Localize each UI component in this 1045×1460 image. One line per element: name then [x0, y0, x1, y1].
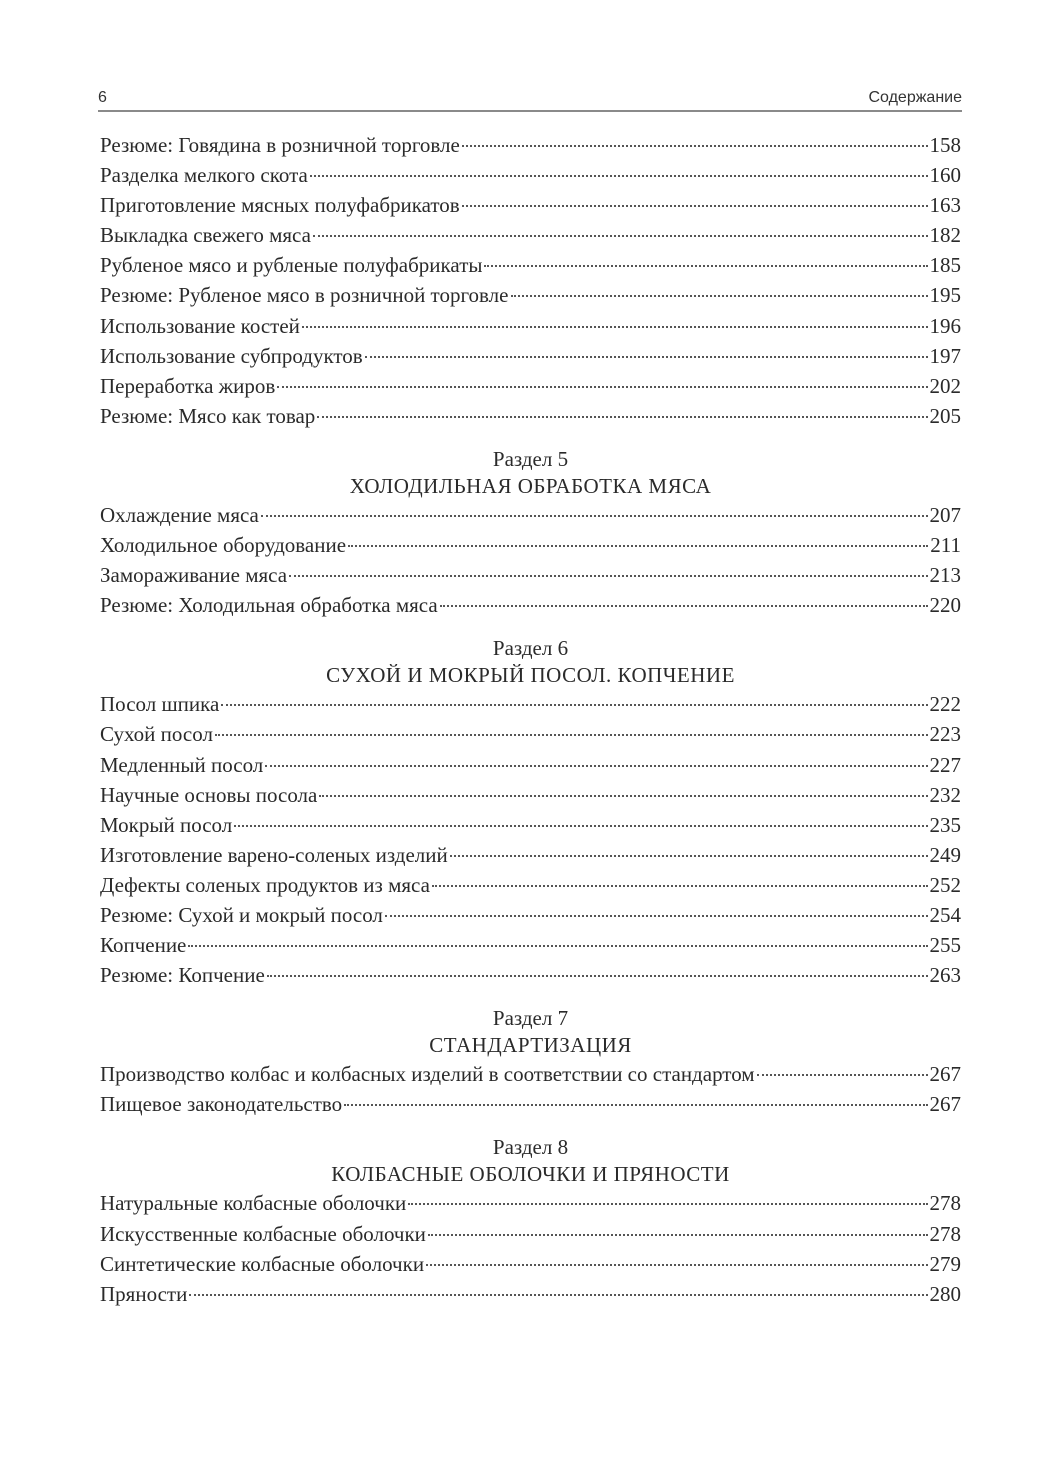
toc-entry[interactable] [100, 900, 961, 930]
dot-leader [450, 855, 928, 857]
toc-entry[interactable] [100, 1059, 961, 1089]
page-number: 6 [98, 89, 107, 106]
entry-title: Мокрый посол [100, 812, 233, 837]
toc-entry[interactable] [100, 130, 961, 160]
entry-page: 205 [929, 403, 961, 428]
toc-section [100, 635, 961, 990]
section-title: СУХОЙ И МОКРЫЙ ПОСОЛ. КОПЧЕНИЕ [326, 663, 735, 688]
entry-page: 254 [929, 902, 961, 927]
entry-page: 252 [929, 872, 961, 897]
dot-leader [365, 356, 928, 358]
entry-page: 223 [929, 722, 961, 747]
entry-title: Искусственные колбасные оболочки [100, 1221, 426, 1246]
entry-title: Медленный посол [100, 752, 264, 777]
dot-leader [310, 175, 928, 177]
toc-section [100, 1134, 961, 1308]
toc-entry[interactable] [100, 250, 961, 280]
entry-page: 211 [930, 533, 961, 558]
dot-leader [215, 734, 928, 736]
toc-entry[interactable] [100, 590, 961, 620]
dot-leader [313, 235, 928, 237]
entry-page: 278 [929, 1221, 961, 1246]
entry-page: 158 [929, 133, 961, 157]
toc-entry[interactable] [100, 689, 961, 719]
entry-page: 235 [929, 812, 961, 837]
entry-title: Натуральные колбасные оболочки [100, 1191, 407, 1216]
entry-title: Резюме: Копчение [100, 963, 265, 988]
entry-page: 220 [929, 593, 961, 618]
entry-title: Копчение [100, 933, 187, 958]
running-title: Содержание [868, 89, 962, 106]
entry-page: 222 [929, 692, 961, 717]
entry-page: 263 [929, 963, 961, 988]
section-heading [100, 1134, 961, 1188]
entry-page: 182 [929, 223, 961, 248]
dot-leader [462, 205, 928, 207]
toc-entry[interactable] [100, 1249, 961, 1279]
entry-title: Дефекты соленых продуктов из мяса [100, 872, 430, 897]
entry-page: 267 [929, 1092, 961, 1117]
toc-entry[interactable] [100, 1279, 961, 1309]
toc-entry[interactable] [100, 280, 961, 310]
toc-entry[interactable] [100, 530, 961, 560]
dot-leader [344, 1104, 927, 1106]
entry-page: 196 [929, 313, 961, 338]
entry-page: 249 [929, 842, 961, 867]
dot-leader [221, 704, 927, 706]
entry-page: 195 [929, 283, 961, 308]
entry-title: Резюме: Мясо как товар [100, 403, 316, 428]
entry-title: Резюме: Говядина в розничной торговле [100, 133, 460, 157]
dot-leader [302, 326, 928, 328]
section-heading [100, 1005, 961, 1059]
dot-leader [265, 765, 927, 767]
entry-title: Производство колбас и колбасных изделий в соответствии со стандартом [100, 1062, 755, 1087]
entry-page: 227 [929, 752, 961, 777]
dot-leader [289, 575, 927, 577]
entry-title: Резюме: Сухой и мокрый посол [100, 902, 383, 927]
section-title: КОЛБАСНЫЕ ОБОЛОЧКИ И ПРЯНОСТИ [331, 1162, 730, 1187]
entry-title: Использование субпродуктов [100, 343, 363, 368]
entry-title: Охлаждение мяса [100, 502, 259, 527]
dot-leader [234, 825, 927, 827]
toc-entry[interactable] [100, 401, 961, 431]
dot-leader [432, 885, 928, 887]
dot-leader [462, 145, 928, 147]
toc-entry[interactable] [100, 500, 961, 530]
section-title: ХОЛОДИЛЬНАЯ ОБРАБОТКА МЯСА [349, 473, 712, 498]
entry-page: 207 [929, 502, 961, 527]
toc-entry[interactable] [100, 930, 961, 960]
entry-title: Резюме: Рубленое мясо в розничной торговле [100, 283, 509, 308]
section-label: Раздел 6 [492, 636, 569, 661]
dot-leader [188, 945, 927, 947]
entry-title: Холодильное оборудование [100, 533, 347, 558]
toc-entry[interactable] [100, 341, 961, 371]
dot-leader [319, 795, 927, 797]
dot-leader [277, 386, 927, 388]
toc-entry[interactable] [100, 371, 961, 401]
entry-title: Резюме: Холодильная обработка мяса [100, 593, 438, 618]
toc-entry[interactable] [100, 870, 961, 900]
toc-entry[interactable] [100, 560, 961, 590]
section-label: Раздел 8 [492, 1135, 569, 1160]
section-heading [100, 446, 961, 500]
toc-entry[interactable] [100, 1219, 961, 1249]
toc-entry[interactable] [100, 960, 961, 990]
entry-page: 163 [929, 193, 961, 218]
dot-leader [267, 975, 928, 977]
page-header [98, 86, 962, 112]
dot-leader [348, 545, 928, 547]
table-of-contents [100, 130, 961, 1309]
entry-title: Приготовление мясных полуфабрикатов [100, 193, 460, 218]
entry-page: 280 [929, 1281, 961, 1306]
entry-title: Разделка мелкого скота [100, 163, 308, 188]
entry-title: Синтетические колбасные оболочки [100, 1251, 425, 1276]
entry-page: 197 [929, 343, 961, 368]
entry-title: Рубленое мясо и рубленые полуфабрикаты [100, 253, 483, 278]
dot-leader [440, 605, 928, 607]
toc-section [100, 130, 961, 431]
toc-section [100, 446, 961, 620]
toc-entry[interactable] [100, 220, 961, 250]
entry-page: 278 [929, 1191, 961, 1216]
dot-leader [317, 416, 927, 418]
section-label: Раздел 5 [492, 446, 569, 471]
toc-entry[interactable] [100, 840, 961, 870]
toc-entry[interactable] [100, 190, 961, 220]
dot-leader [757, 1074, 928, 1076]
entry-page: 185 [929, 253, 961, 278]
entry-title: Научные основы посола [100, 782, 318, 807]
toc-entry[interactable] [100, 719, 961, 749]
section-heading [100, 635, 961, 689]
entry-page: 267 [929, 1062, 961, 1087]
entry-page: 232 [929, 782, 961, 807]
entry-title: Пищевое законодательство [100, 1092, 343, 1117]
toc-entry[interactable] [100, 780, 961, 810]
dot-leader [189, 1294, 927, 1296]
section-label: Раздел 7 [492, 1006, 569, 1031]
toc-entry[interactable] [100, 1188, 961, 1218]
entry-title: Сухой посол [100, 722, 213, 747]
dot-leader [408, 1203, 927, 1205]
entry-title: Замораживание мяса [100, 563, 288, 588]
dot-leader [428, 1234, 928, 1236]
entry-title: Посол шпика [100, 692, 220, 717]
entry-title: Изготовление варено-соленых изделий [100, 842, 448, 867]
dot-leader [385, 915, 928, 917]
dot-leader [426, 1264, 927, 1266]
toc-entry[interactable] [100, 810, 961, 840]
toc-section [100, 1005, 961, 1119]
dot-leader [261, 515, 928, 517]
entry-title: Пряности [100, 1281, 188, 1306]
entry-page: 279 [929, 1251, 961, 1276]
entry-title: Переработка жиров [100, 373, 276, 398]
entry-page: 202 [929, 373, 961, 398]
toc-entry[interactable] [100, 750, 961, 780]
section-title: СТАНДАРТИЗАЦИЯ [429, 1033, 632, 1058]
entry-page: 160 [929, 163, 961, 188]
dot-leader [484, 265, 927, 267]
toc-entry[interactable] [100, 311, 961, 341]
entry-title: Использование костей [100, 313, 300, 338]
dot-leader [511, 295, 928, 297]
toc-entry[interactable] [100, 1089, 961, 1119]
entry-page: 213 [929, 563, 961, 588]
entry-page: 255 [929, 933, 961, 958]
entry-title: Выкладка свежего мяса [100, 223, 311, 248]
toc-entry[interactable] [100, 160, 961, 190]
